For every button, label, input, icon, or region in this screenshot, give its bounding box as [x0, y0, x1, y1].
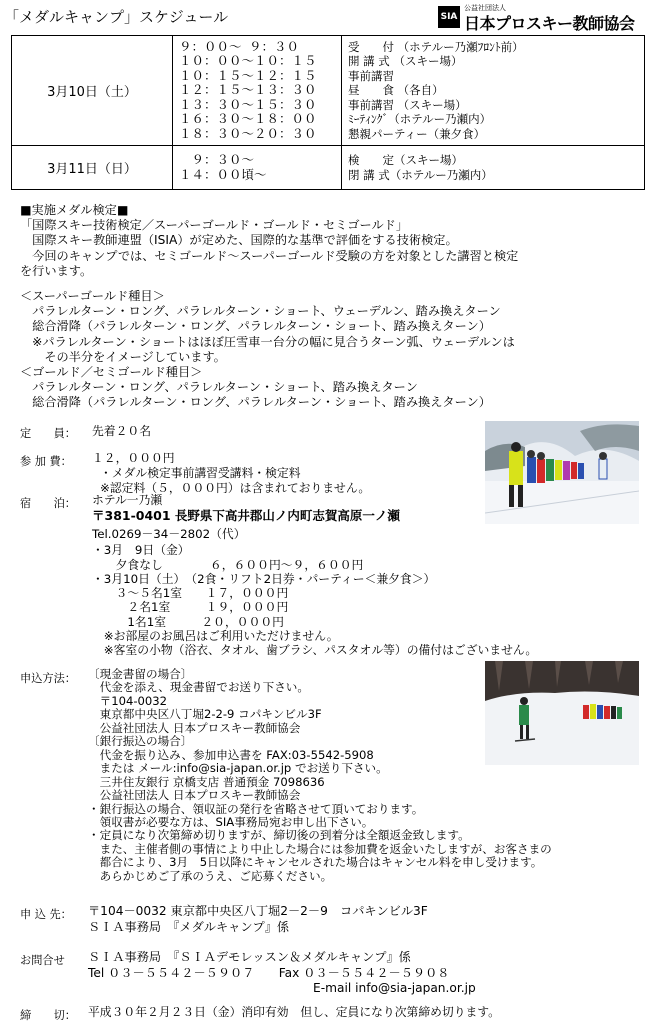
- dest-line: ＳＩＡ事務局 『メダルキャンプ』係: [88, 919, 290, 934]
- time: ９：３０～: [179, 152, 255, 168]
- exam-line: を行います。: [20, 263, 93, 278]
- super-gold-heading: ＜スーパーゴールド種目＞: [20, 289, 165, 304]
- activity: 事前講習: [348, 68, 394, 83]
- time: １０：００～１０：１５: [179, 53, 317, 69]
- fee-block: [92, 451, 370, 496]
- inquiry-line: ＳＩＡ事務局 『ＳＩＡデモレッスン＆メダルキャンプ』係: [88, 950, 411, 964]
- schedule-activities: [342, 36, 645, 146]
- lodging-line: ・3月10日（土） （2食・リフト2日券・パーティー＜兼夕食＞）: [92, 571, 436, 586]
- lodging-line: ※客室の小物（浴衣、タオル、歯ブラシ、パスタオル等）の備付はございません。: [92, 643, 538, 658]
- time: １８：３０～２０：３０: [179, 125, 317, 141]
- apply-line: あらかじめご了承のうえ、ご応募ください。: [88, 868, 333, 883]
- inquiry-label: お問合せ: [20, 954, 65, 967]
- activity: 閉 講 式（ホテルー乃瀬内）: [348, 167, 493, 182]
- activity: 受 付 （ホテルー乃瀬ﾌﾛﾝﾄ前）: [348, 40, 524, 55]
- exam-line: 「国際スキー技術検定／スーパーゴールド・ゴールド・セミゴールド」: [20, 218, 409, 233]
- schedule-times: [173, 146, 342, 190]
- fee-line: ※認定料（５，０００円）は含まれておりません。: [100, 481, 371, 495]
- exam-line: パラレルターン・ロング、パラレルターン・ショート、ウェーデルン、踏み換えターン: [20, 304, 501, 319]
- apply-line: 都合により、3月 5日以降にキャンセルされた場合はキャンセル料を申し受けます。: [88, 855, 543, 870]
- skiers-group-photo: [485, 421, 639, 524]
- page-title: 「メダルキャンプ」スケジュール: [4, 8, 229, 26]
- lodging-line: 夕食なし ６，６００円～９，６００円: [92, 557, 364, 572]
- activity: 事前講習 （スキー場）: [348, 97, 467, 112]
- apply-line: 領収書が必要な方は、SIA事務局宛お申し出下さい。: [88, 814, 374, 829]
- time: １３：３０～１５：３０: [179, 96, 317, 112]
- hotel-address: 〒381-0401 長野県下高井郡山ノ内町志賀高原一ノ瀬: [92, 508, 400, 524]
- fee-amount: １２，０００円: [92, 451, 175, 465]
- org-type: 公益社団法人: [464, 4, 506, 12]
- skiers-group-photo-graphic: [485, 421, 639, 524]
- lodging-line: ３～５名1室 １７，０００円: [92, 586, 289, 601]
- fee-line: ・メダル検定事前講習受講料・検定料: [100, 466, 301, 480]
- schedule-date: 3月11日（日）: [12, 146, 173, 190]
- apply-line: 東京都中央区八丁堀2-2-9 コパキンビル3F: [88, 707, 322, 722]
- activity: ﾐｰﾃｨﾝｸﾞ（ホテルー乃瀬内）: [348, 112, 492, 127]
- skier-slope-photo: [485, 661, 639, 765]
- exam-line: 国際スキー教師連盟（ISIA）が定めた、国際的な基準で評価をする技術検定。: [20, 233, 458, 248]
- schedule-row-day1: [12, 36, 645, 146]
- exam-line: ※パラレルターン・ショートはほぼ圧雪車一台分の幅に見合うターン弧、ウェーデルンは: [20, 334, 515, 349]
- gold-heading: ＜ゴールド／セミゴールド種目＞: [20, 365, 203, 380]
- apply-line: ・銀行振込の場合、領収証の発行を省略させて頂いております。: [88, 801, 424, 816]
- apply-line: 代金を振り込み、参加申込書を FAX:03-5542-5908: [88, 747, 374, 762]
- time: １６：３０～１８：００: [179, 111, 317, 127]
- schedule-row-day2: [12, 146, 645, 190]
- apply-line: 〔現金書留の場合〕: [88, 667, 193, 681]
- org-header: [438, 4, 652, 33]
- lodging-line: 1名1室 ２０，０００円: [92, 614, 284, 629]
- time: ９：００～ ９：３０: [179, 39, 300, 55]
- apply-line: 〒104-0032: [88, 693, 168, 708]
- lodging-line: ２名1室 １９，０００円: [92, 600, 289, 615]
- exam-line: 今回のキャンプでは、セミゴールド～スーパーゴールド受験の方を対象とした講習と検定: [20, 248, 519, 263]
- exam-line: その半分をイメージしています。: [20, 349, 226, 364]
- lodging-line: ※お部屋のお風呂はご利用いただけません。: [92, 629, 339, 644]
- lodging-line: ・3月 9日（金）: [92, 543, 190, 558]
- dest-label: 申 込 先：: [20, 908, 72, 921]
- lodging-label: 宿 泊：: [20, 497, 76, 510]
- apply-line: または メール:info@sia-japan.or.jp でお送り下さい。: [88, 761, 388, 776]
- activity: 昼 食 （各自）: [348, 83, 444, 98]
- apply-line: 代金を添え、現金書留でお送り下さい。: [88, 680, 309, 695]
- exam-line: 総合滑降（パラレルターン・ロング、パラレルターン・ショート、踏み換えターン）: [20, 395, 491, 410]
- exam-section: [20, 203, 518, 411]
- schedule-times: [173, 36, 342, 146]
- activity: 検 定（スキー場）: [348, 153, 463, 168]
- exam-line: パラレルターン・ロング、パラレルターン・ショート、踏み換えターン: [20, 380, 418, 395]
- deadline-label: 締 切：: [20, 1009, 76, 1022]
- apply-line: 〔銀行振込の場合〕: [88, 734, 193, 749]
- inquiry-email: E-mail info@sia-japan.or.jp: [313, 981, 476, 995]
- capacity-label: 定 員：: [20, 427, 76, 440]
- apply-block: [88, 668, 552, 883]
- fee-label: 参 加 費：: [20, 455, 72, 468]
- hotel-name: ホテル一乃瀬: [92, 493, 163, 507]
- skier-slope-photo-graphic: [485, 661, 639, 765]
- capacity-value: 先着２０名: [92, 424, 151, 438]
- apply-label: 申込方法：: [20, 672, 76, 685]
- apply-line: 公益社団法人 日本プロスキー教師協会: [88, 720, 301, 735]
- org-name: 日本プロスキー教師協会: [464, 14, 635, 33]
- apply-line: また、主催者側の事情により中止した場合には参加費を返金いたしますが、お客さまの: [88, 841, 552, 856]
- time: １４：００頃～: [179, 166, 267, 182]
- lodging-block: [92, 493, 537, 658]
- schedule-table: [11, 35, 645, 190]
- exam-heading: ■実施メダル検定■: [20, 203, 129, 217]
- time: １０：１５～１２：１５: [179, 67, 317, 83]
- activity: 開 講 式 （スキー場）: [348, 54, 463, 69]
- hotel-tel: Tel.0269－34－2802（代）: [92, 527, 246, 542]
- schedule-date: 3月10日（土）: [12, 36, 173, 146]
- dest-line: 〒104－0032 東京都中央区八丁堀2－2－9 コパキンビル3F: [88, 904, 428, 918]
- deadline-value: 平成３０年２月２３日（金）消印有効 但し、定員になり次第締め切ります。: [88, 1005, 500, 1019]
- apply-line: ・定員になり次第締め切りますが、締切後の到着分は全額返金致します。: [88, 828, 470, 843]
- activity: 懇親パーティー（兼夕食）: [348, 126, 486, 141]
- exam-line: 総合滑降（パラレルターン・ロング、パラレルターン・ショート、踏み換えターン）: [20, 319, 491, 334]
- dest-block: [88, 904, 428, 935]
- apply-line: 公益社団法人 日本プロスキー教師協会: [88, 788, 301, 803]
- inquiry-block: [88, 950, 476, 997]
- inquiry-phone: Tel ０３－５５４２－５９０７ Fax ０３－５５４２－５９０８: [88, 965, 450, 980]
- apply-line: 三井住友銀行 京橋支店 普通預金 7098636: [88, 774, 325, 789]
- sia-logo: SIA: [438, 6, 460, 28]
- time: １２：１５～１３：３０: [179, 82, 317, 98]
- schedule-activities: [342, 146, 645, 190]
